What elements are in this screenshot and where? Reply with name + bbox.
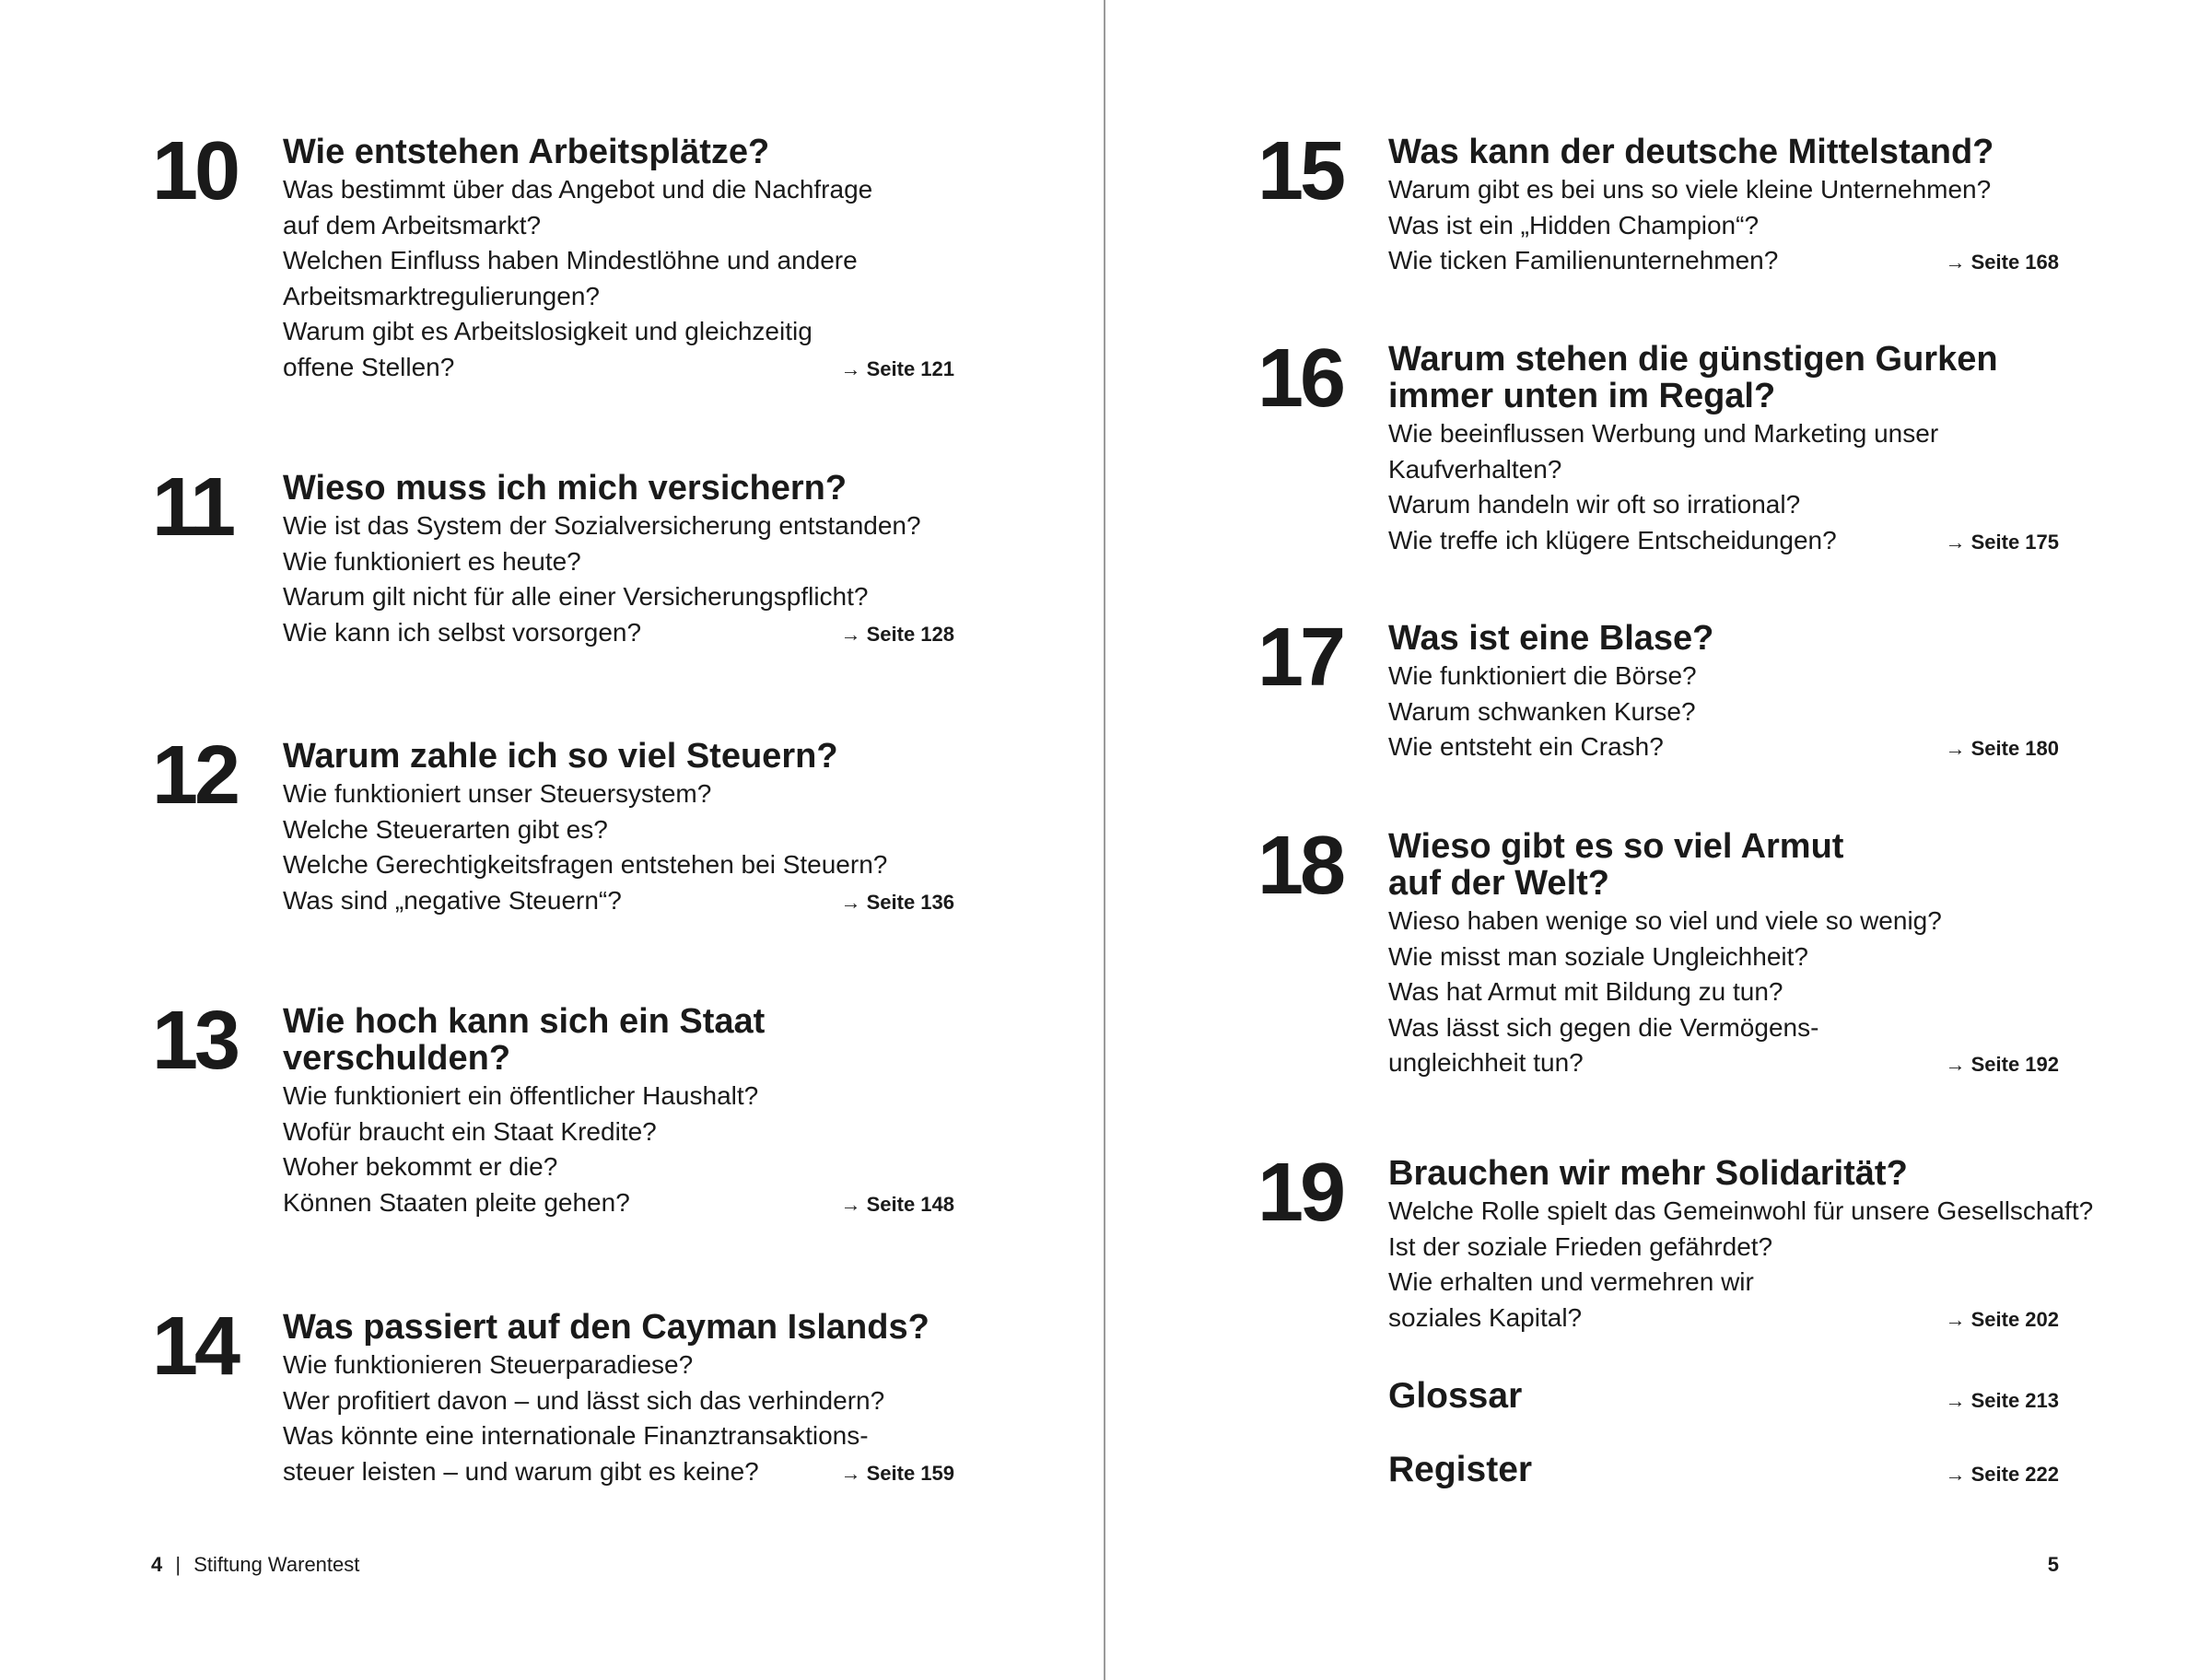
chapter-title[interactable]: Was passiert auf den Cayman Islands?: [283, 1308, 930, 1347]
chapter-title[interactable]: Wieso gibt es so viel Armut: [1388, 827, 1844, 866]
chapter-number: 11: [152, 461, 233, 554]
chapter-question: Wer profitiert davon – und lässt sich das verhindern?: [283, 1385, 885, 1415]
chapter-question: Wie funktioniert die Börse?: [1388, 661, 1697, 690]
page-reference-link[interactable]: → Seite 159: [840, 1461, 954, 1485]
chapter-number: 13: [152, 995, 238, 1087]
footer-separator: |: [175, 1553, 181, 1576]
chapter-title[interactable]: Wieso muss ich mich versichern?: [283, 469, 848, 508]
chapter-number: 19: [1257, 1147, 1343, 1239]
chapter-title[interactable]: Was kann der deutsche Mittelstand?: [1388, 133, 1994, 171]
chapter-question: offene Stellen?: [283, 352, 455, 381]
chapter-question: Warum gibt es Arbeitslosigkeit und gleichzeitig: [283, 317, 813, 345]
chapter-question: Was ist ein „Hidden Champion“?: [1388, 210, 1760, 239]
chapter-question: Kaufverhalten?: [1388, 454, 1562, 484]
page-reference-link[interactable]: → Seite 202: [1945, 1307, 2059, 1331]
chapter-content: [1388, 828, 1942, 1081]
chapter-question: Wie entsteht ein Crash?: [1388, 732, 1664, 761]
page-reference-link[interactable]: → Seite 180: [1945, 737, 2059, 760]
chapter-title[interactable]: auf der Welt?: [1388, 864, 1609, 903]
chapter-question: Welchen Einfluss haben Mindestlöhne und andere: [283, 246, 858, 274]
chapter-question: Wie misst man soziale Ungleichheit?: [1388, 941, 1808, 971]
page-reference-link[interactable]: → Seite 192: [1945, 1053, 2059, 1076]
chapter-content: [1388, 620, 1713, 765]
chapter-question: Warum gibt es bei uns so viele kleine Unternehmen?: [1388, 175, 1992, 204]
chapter-question: Woher bekommt er die?: [283, 1152, 558, 1181]
chapter-question: Was bestimmt über das Angebot und die Nachfrage: [283, 175, 873, 204]
chapter-content: [283, 738, 887, 918]
page-number-right: 5: [2047, 1553, 2059, 1576]
chapter-content: [283, 134, 872, 385]
page-reference-link[interactable]: → Seite 128: [840, 622, 954, 646]
chapter-question: Welche Rolle spielt das Gemeinwohl für unsere Gesellschaft?: [1388, 1196, 2094, 1225]
chapter-question: Wie treffe ich klügere Entscheidungen?: [1388, 525, 1837, 554]
page-gutter-divider: [1104, 0, 1105, 1680]
chapter-title[interactable]: Wie hoch kann sich ein Staat: [283, 1002, 766, 1041]
chapter-number: 16: [1257, 332, 1343, 425]
chapter-number: 12: [152, 729, 238, 822]
chapter-question: Arbeitsmarktregulierungen?: [283, 281, 600, 310]
chapter-number: 17: [1257, 612, 1343, 704]
page-reference-link[interactable]: → Seite 121: [840, 356, 954, 380]
page-number-left: 4: [151, 1553, 163, 1576]
chapter-content: [1388, 134, 1994, 279]
chapter-question: Wieso haben wenige so viel und viele so wenig?: [1388, 906, 1942, 935]
chapter-question: Warum gilt nicht für alle einer Versicherungspflicht?: [283, 582, 869, 611]
chapter-question: Wie beeinflussen Werbung und Marketing unser: [1388, 419, 1939, 448]
chapter-question: Können Staaten pleite gehen?: [283, 1187, 630, 1217]
chapter-question: Warum schwanken Kurse?: [1388, 696, 1696, 726]
chapter-question: ungleichheit tun?: [1388, 1048, 1584, 1077]
chapter-content: [283, 1309, 930, 1489]
chapter-title[interactable]: Warum stehen die günstigen Gurken: [1388, 340, 1998, 379]
left-footer: [151, 1553, 359, 1577]
chapter-question: Was lässt sich gegen die Vermögens-: [1388, 1012, 1819, 1042]
chapter-question: Was hat Armut mit Bildung zu tun?: [1388, 977, 1783, 1006]
chapter-title[interactable]: verschulden?: [283, 1039, 511, 1078]
page-reference-link[interactable]: → Seite 148: [840, 1192, 954, 1216]
chapter-question: Wie funktionieren Steuerparadiese?: [283, 1350, 694, 1379]
page-reference-link[interactable]: → Seite 175: [1945, 530, 2059, 554]
chapter-content: [283, 1003, 765, 1220]
chapter-question: Wie kann ich selbst vorsorgen?: [283, 617, 642, 647]
chapter-question: steuer leisten – und warum gibt es keine?: [283, 1456, 759, 1486]
chapter-question: Wie ticken Familienunternehmen?: [1388, 246, 1779, 274]
chapter-title[interactable]: Brauchen wir mehr Solidarität?: [1388, 1154, 1908, 1193]
chapter-title[interactable]: immer unten im Regal?: [1388, 377, 1776, 415]
chapter-title[interactable]: Was ist eine Blase?: [1388, 619, 1714, 658]
chapter-question: Welche Gerechtigkeitsfragen entstehen bei Steuern?: [283, 850, 888, 879]
chapter-title[interactable]: Wie entstehen Arbeitsplätze?: [283, 133, 770, 171]
page-reference-link[interactable]: → Seite 168: [1945, 251, 2059, 274]
chapter-question: Welche Steuerarten gibt es?: [283, 814, 608, 844]
glossar-page-ref[interactable]: → Seite 213: [1945, 1389, 2059, 1412]
chapter-content: [1388, 341, 1998, 558]
chapter-number: 10: [152, 125, 238, 217]
chapter-question: auf dem Arbeitsmarkt?: [283, 210, 542, 239]
chapter-question: Wie funktioniert unser Steuersystem?: [283, 779, 712, 808]
register-heading[interactable]: Register: [1388, 1450, 1533, 1489]
glossar-heading[interactable]: Glossar: [1388, 1376, 1523, 1416]
chapter-question: Wie funktioniert es heute?: [283, 546, 581, 576]
chapter-question: Wofür braucht ein Staat Kredite?: [283, 1116, 657, 1146]
chapter-content: [283, 470, 921, 650]
page-reference-link[interactable]: → Seite 136: [840, 890, 954, 914]
chapter-question: Wie erhalten und vermehren wir: [1388, 1267, 1754, 1296]
chapter-number: 15: [1257, 125, 1343, 217]
publisher-name: Stiftung Warentest: [193, 1553, 360, 1576]
chapter-number: 14: [152, 1301, 238, 1393]
chapter-number: 18: [1257, 820, 1343, 912]
chapter-question: Ist der soziale Frieden gefährdet?: [1388, 1231, 1773, 1261]
chapter-question: Wie funktioniert ein öffentlicher Haushalt?: [283, 1081, 759, 1110]
chapter-question: Was könnte eine internationale Finanztransaktions-: [283, 1421, 869, 1450]
chapter-question: soziales Kapital?: [1388, 1302, 1583, 1332]
chapter-title[interactable]: Warum zahle ich so viel Steuern?: [283, 737, 838, 776]
chapter-question: Warum handeln wir oft so irrational?: [1388, 490, 1801, 519]
chapter-question: Wie ist das System der Sozialversicherung entstanden?: [283, 511, 921, 540]
register-page-ref[interactable]: → Seite 222: [1945, 1463, 2059, 1486]
chapter-question: Was sind „negative Steuern“?: [283, 885, 622, 915]
